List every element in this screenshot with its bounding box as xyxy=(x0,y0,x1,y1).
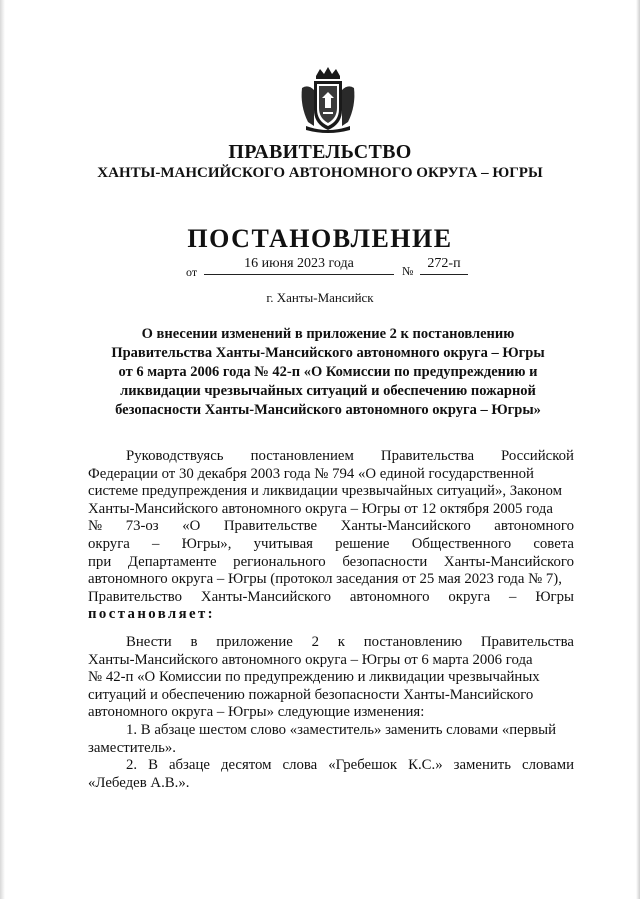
word: Югры xyxy=(535,588,574,605)
word: Югры», xyxy=(181,535,232,552)
number-prefix: № xyxy=(402,264,414,278)
heading-line: Правительства Ханты-Мансийского автономного округа – Югры xyxy=(111,345,545,361)
word: приложение xyxy=(216,634,293,650)
text-line xyxy=(88,652,574,670)
item-1-line-1: 1. В абзаце шестом слово «заместитель» заменить словами «первый xyxy=(126,721,556,738)
word: – xyxy=(509,588,517,605)
word: системе предупреждения и ликвидации чрезвычайных ситуаций», Законом xyxy=(88,483,562,500)
word: ситуаций и обеспечению пожарной безопасности Ханты-Мансийского xyxy=(88,686,534,703)
word: В xyxy=(148,757,158,774)
heading-line: О внесении изменений в приложение 2 к постановлению xyxy=(141,326,515,342)
word: учитывая xyxy=(253,535,313,552)
word: регионального xyxy=(233,553,326,570)
date-number-line xyxy=(186,256,476,280)
word: округа xyxy=(88,535,130,552)
word: Департаменте xyxy=(127,553,217,570)
word: слова xyxy=(282,757,318,774)
word: Руководствуясь xyxy=(126,448,224,464)
text-line xyxy=(88,501,574,519)
scan-edge-left xyxy=(0,0,5,899)
text-line xyxy=(88,669,574,687)
word: – xyxy=(152,535,160,552)
word: к xyxy=(337,634,345,650)
word: автономного xyxy=(349,588,430,605)
government-title: ПРАВИТЕЛЬСТВО xyxy=(228,141,412,163)
word: № xyxy=(88,518,103,535)
text-line xyxy=(88,518,574,536)
resolves-line xyxy=(88,606,574,624)
text-line xyxy=(88,687,574,705)
word: автономного округа – Югры (протокол заседания от 25 мая 2023 года № 7), xyxy=(88,571,562,588)
text-line xyxy=(88,466,574,484)
resolves-word: постановляет: xyxy=(88,606,215,623)
heading-line: ликвидации чрезвычайных ситуаций и обеспечению пожарной xyxy=(120,383,536,399)
decision-paragraph xyxy=(88,634,574,792)
word: десятом xyxy=(220,757,272,774)
document-number: 272-п xyxy=(420,256,468,275)
word: «О xyxy=(182,518,201,535)
text-line xyxy=(88,634,574,652)
preamble-paragraph xyxy=(88,448,574,624)
date-prefix: от xyxy=(186,265,198,279)
word: округа xyxy=(448,588,491,605)
document-heading xyxy=(100,325,556,420)
word: Правительстве xyxy=(223,518,318,535)
document-type: ПОСТАНОВЛЕНИЕ xyxy=(187,224,453,253)
word: при xyxy=(88,553,112,570)
heading-line: безопасности Ханты-Мансийского автономного округа – Югры» xyxy=(115,402,541,418)
text-line xyxy=(88,589,574,607)
word: Ханты-Мансийского автономного округа – Югры от 12 октября 2005 года xyxy=(88,500,553,517)
word: Правительство xyxy=(88,588,183,605)
item-2-line-1 xyxy=(88,757,574,775)
word: К.С.» xyxy=(408,757,443,774)
word: абзаце xyxy=(168,757,210,774)
word: автономного xyxy=(494,518,574,535)
word: № 42-п «О Комиссии по предупреждению и ликвидации чрезвычайных xyxy=(88,669,540,686)
text-line xyxy=(88,448,574,466)
word: Ханты-Мансийского автономного округа – Югры от 6 марта 2006 года xyxy=(88,651,533,668)
word: 2 xyxy=(311,634,319,650)
word: постановлению xyxy=(363,634,463,650)
word: Ханты-Мансийского xyxy=(443,553,574,570)
word: Российской xyxy=(501,448,574,464)
word: решение xyxy=(335,535,390,552)
word: Правительства xyxy=(380,448,475,464)
word: 2. xyxy=(126,757,138,774)
word: совета xyxy=(533,535,574,552)
heading-line: от 6 марта 2006 года № 42-п «О Комиссии по предупреждению и xyxy=(118,364,538,380)
word: словами xyxy=(522,757,574,774)
word: Общественного xyxy=(411,535,512,552)
word: безопасности xyxy=(342,553,428,570)
text-line xyxy=(88,571,574,589)
text-line xyxy=(88,554,574,572)
item-2-line-2: «Лебедев А.В.». xyxy=(88,774,190,791)
city: г. Ханты-Мансийск xyxy=(266,290,374,305)
document-date: 16 июня 2023 года xyxy=(204,256,394,275)
item-1-line-2: заместитель». xyxy=(88,739,176,756)
word: Ханты-Мансийского xyxy=(340,518,471,535)
decision-last-line: автономного округа – Югры» следующие изменения: xyxy=(88,704,425,721)
word: заменить xyxy=(453,757,512,774)
word: Ханты-Мансийского xyxy=(200,588,331,605)
region-title: ХАНТЫ-МАНСИЙСКОГО АВТОНОМНОГО ОКРУГА – ЮГРЫ xyxy=(97,165,543,181)
word: 73-оз xyxy=(125,518,159,535)
scan-edge-right xyxy=(636,0,640,899)
coat-of-arms-icon xyxy=(298,66,358,134)
word: в xyxy=(190,634,198,650)
word: Федерации от 30 декабря 2003 года № 794 «О единой государственной xyxy=(88,465,534,482)
text-line xyxy=(88,483,574,501)
word: Правительства xyxy=(480,634,574,650)
text-line xyxy=(88,536,574,554)
word: «Гребешок xyxy=(328,757,398,774)
word: постановлением xyxy=(250,448,354,464)
word: Внести xyxy=(126,634,172,650)
